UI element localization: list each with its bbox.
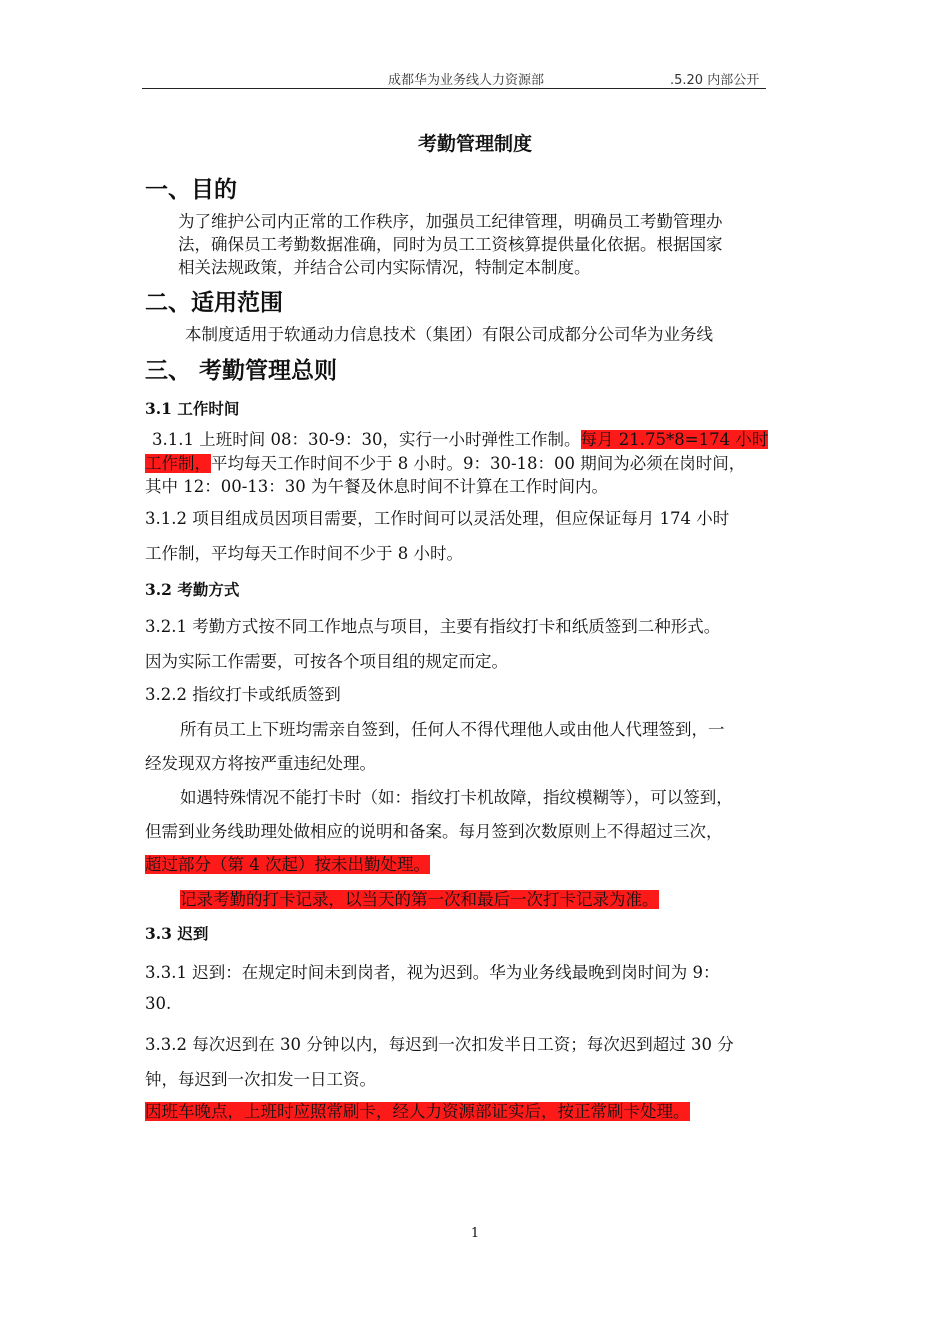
subsection-3-1-heading: 3.1 工作时间 xyxy=(145,399,240,418)
para-special-line-2: 但需到业务线助理处做相应的说明和备案。每月签到次数原则上不得超过三次， xyxy=(145,822,723,841)
para-3-2-1-line-2: 因为实际工作需要，可按各个项目组的规定而定。 xyxy=(145,652,508,671)
highlight-record-rule: 记录考勤的打卡记录，以当天的第一次和最后一次打卡记录为准。 xyxy=(180,890,659,909)
highlight-excess-absence: 超过部分（第 4 次起）按未出勤处理。 xyxy=(145,855,430,874)
para-3-1-1-text: 3.1.1 上班时间 08：30-9：30，实行一小时弹性工作制。 xyxy=(152,430,581,449)
para-special-line-1: 如遇特殊情况不能打卡时（如：指纹打卡机故障，指纹模糊等），可以签到， xyxy=(180,788,733,807)
para-3-3-1-line-2: 30. xyxy=(145,994,172,1013)
sec1-line-1: 为了维护公司内正常的工作秩序，加强员工纪律管理，明确员工考勤管理办 xyxy=(178,212,723,231)
highlight-shuttle-rule: 因班车晚点，上班时应照常刷卡，经人力资源部证实后，按正常刷卡处理。 xyxy=(145,1102,690,1121)
subsection-3-2-heading: 3.2 考勤方式 xyxy=(145,580,240,599)
para-special-line-3 xyxy=(145,851,430,875)
highlight-work-system: 工作制， xyxy=(145,454,211,473)
para-3-3-2-line-1: 3.3.2 每次迟到在 30 分钟以内，每迟到一次扣发半日工资；每次迟到超过 30 分 xyxy=(145,1035,734,1054)
para-3-2-1-line-1: 3.2.1 考勤方式按不同工作地点与项目，主要有指纹打卡和纸质签到二种形式。 xyxy=(145,617,721,636)
para-3-1-2-line-2: 工作制，平均每天工作时间不少于 8 小时。 xyxy=(145,544,463,563)
document-title: 考勤管理制度 xyxy=(417,133,532,155)
para-3-3-2-line-2: 钟，每迟到一次扣发一日工资。 xyxy=(145,1070,376,1089)
para-signin-line-2: 经发现双方将按严重违纪处理。 xyxy=(145,754,376,773)
page-number: 1 xyxy=(470,1226,480,1241)
subsection-3-3-heading: 3.3 迟到 xyxy=(145,924,209,943)
sec1-line-3: 相关法规政策，并结合公司内实际情况，特制定本制度。 xyxy=(178,258,591,277)
highlight-174-hours: 每月 21.75*8=174 小时 xyxy=(580,430,769,449)
sec2-line: 本制度适用于软通动力信息技术（集团）有限公司成都分公司华为业务线 xyxy=(185,325,713,344)
para-3-1-1-line-3: 其中 12：00-13：30 为午餐及休息时间不计算在工作时间内。 xyxy=(145,477,609,496)
section-3-heading: 三、 考勤管理总则 xyxy=(145,358,338,384)
para-3-1-1-line-1 xyxy=(152,426,768,450)
para-3-1-1-text-2: 平均每天工作时间不少于 8 小时。9：30-18：00 期间为必须在岗时间， xyxy=(211,454,746,473)
para-signin-line-1: 所有员工上下班均需亲自签到，任何人不得代理他人或由他人代理签到，一 xyxy=(180,720,725,739)
section-2-heading: 二、适用范围 xyxy=(145,290,283,316)
sec1-line-2: 法，确保员工考勤数据准确，同时为员工工资核算提供量化依据。根据国家 xyxy=(178,235,723,254)
header-rule xyxy=(142,88,766,89)
para-record-rule xyxy=(180,886,659,910)
section-1-heading: 一、目的 xyxy=(145,177,237,203)
para-3-1-2-line-1: 3.1.2 项目组成员因项目需要，工作时间可以灵活处理，但应保证每月 174 小时 xyxy=(145,509,730,528)
header-org: 成都华为业务线人力资源部 xyxy=(388,73,545,88)
para-3-2-2: 3.2.2 指纹打卡或纸质签到 xyxy=(145,685,341,704)
para-3-1-1-line-2 xyxy=(145,450,745,474)
para-3-3-1-line-1: 3.3.1 迟到：在规定时间未到岗者，视为迟到。华为业务线最晚到岗时间为 9： xyxy=(145,963,720,982)
header-release: .5.20 内部公开 xyxy=(670,73,760,88)
para-shuttle-rule xyxy=(145,1098,690,1122)
